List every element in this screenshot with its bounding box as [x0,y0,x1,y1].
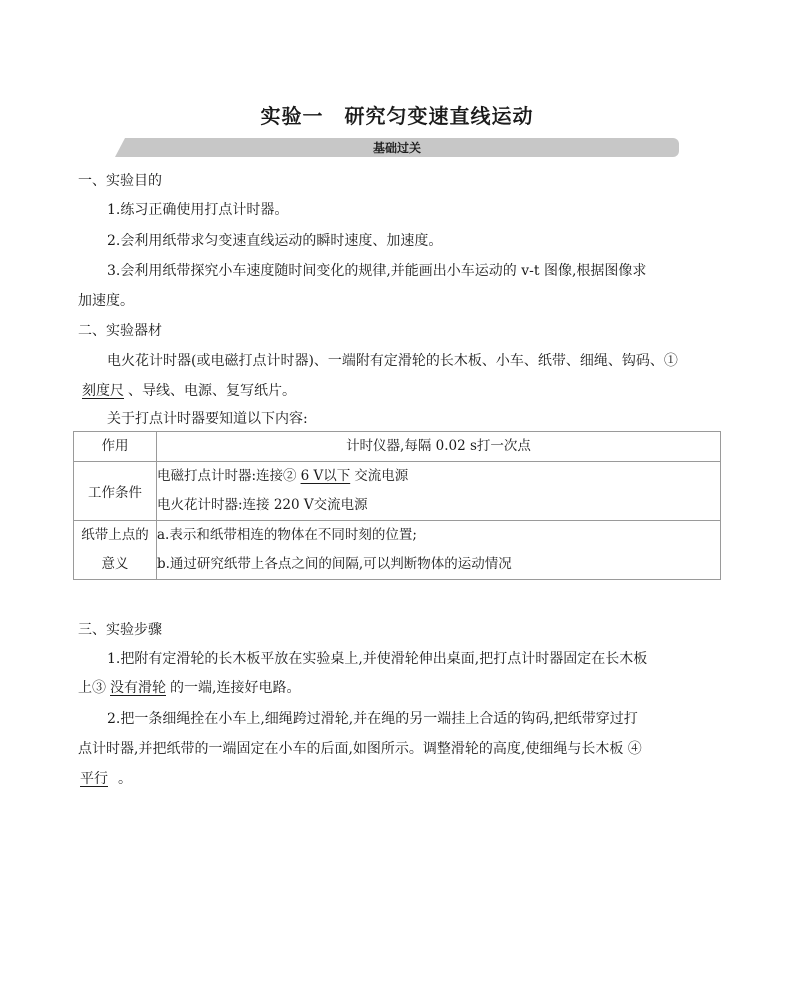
step1-line2: 上③ 没有滑轮 的一端,连接好电路。 [78,680,301,696]
section3-heading: 三、实验步骤 [78,622,162,638]
meaning-b: b.通过研究纸带上各点之间的间隔,可以判断物体的运动情况 [157,556,512,572]
row-cell-meaning [157,521,721,580]
equipment-paragraph: 电火花计时器(或电磁打点计时器)、一端附有定滑轮的长木板、小车、纸带、细绳、钩码、① [107,353,678,369]
step2-line3: 平行 。 [80,771,132,787]
row-head-conditions: 工作条件 [74,462,157,521]
objective-item-1: 1.练习正确使用打点计时器。 [107,202,289,218]
answer-blank-3: 没有滑轮 [110,680,166,696]
objective-item-3-cont: 加速度。 [78,293,134,309]
answer-blank-4: 平行 [80,771,108,787]
row-head-meaning: 纸带上点的 意义 [74,521,157,580]
timer-intro: 关于打点计时器要知道以下内容: [107,411,308,427]
banner-label: 基础过关 [372,141,421,155]
equipment-paragraph-cont [78,380,296,400]
ac-power-label: 交流电源 [354,468,409,484]
objective-item-2: 2.会利用纸带求匀变速直线运动的瞬时速度、加速度。 [107,233,443,249]
answer-blank-2: 6 V以下 [300,468,351,484]
equipment-end: 、导线、电源、复写纸片。 [128,383,296,399]
row-head-function: 作用 [74,432,157,462]
table-row [74,432,721,462]
spark-timer-label: 电火花计时器:连接 220 V交流电源 [157,497,368,513]
step2-line1: 2.把一条细绳拴在小车上,细绳跨过滑轮,并在绳的另一端挂上合适的钩码,把纸带穿过打 [107,711,638,727]
step2-line2: 点计时器,并把纸带的一端固定在小车的后面,如图所示。调整滑轮的高度,使细绳与长木板 ④ [78,741,642,757]
table-row [74,521,721,580]
row-cell-conditions [157,462,721,521]
step1-line1: 1.把附有定滑轮的长木板平放在实验桌上,并使滑轮伸出桌面,把打点计时器固定在长木板 [107,651,648,667]
objective-item-3: 3.会利用纸带探究小车速度随时间变化的规律,并能画出小车运动的 v-t 图像,根据图像求 [107,263,647,279]
table-row [74,462,721,521]
row-cell-function: 计时仪器,每隔 0.02 s打一次点 [157,432,721,462]
electromagnetic-timer-label: 电磁打点计时器:连接② [157,468,297,484]
meaning-a: a.表示和纸带相连的物体在不同时刻的位置; [157,527,417,543]
section1-heading: 一、实验目的 [78,173,162,189]
page-title: 实验一 研究匀变速直线运动 [260,104,534,128]
answer-blank-1: 刻度尺 [82,383,124,399]
timer-info-table [73,431,721,580]
section2-heading: 二、实验器材 [78,323,162,339]
